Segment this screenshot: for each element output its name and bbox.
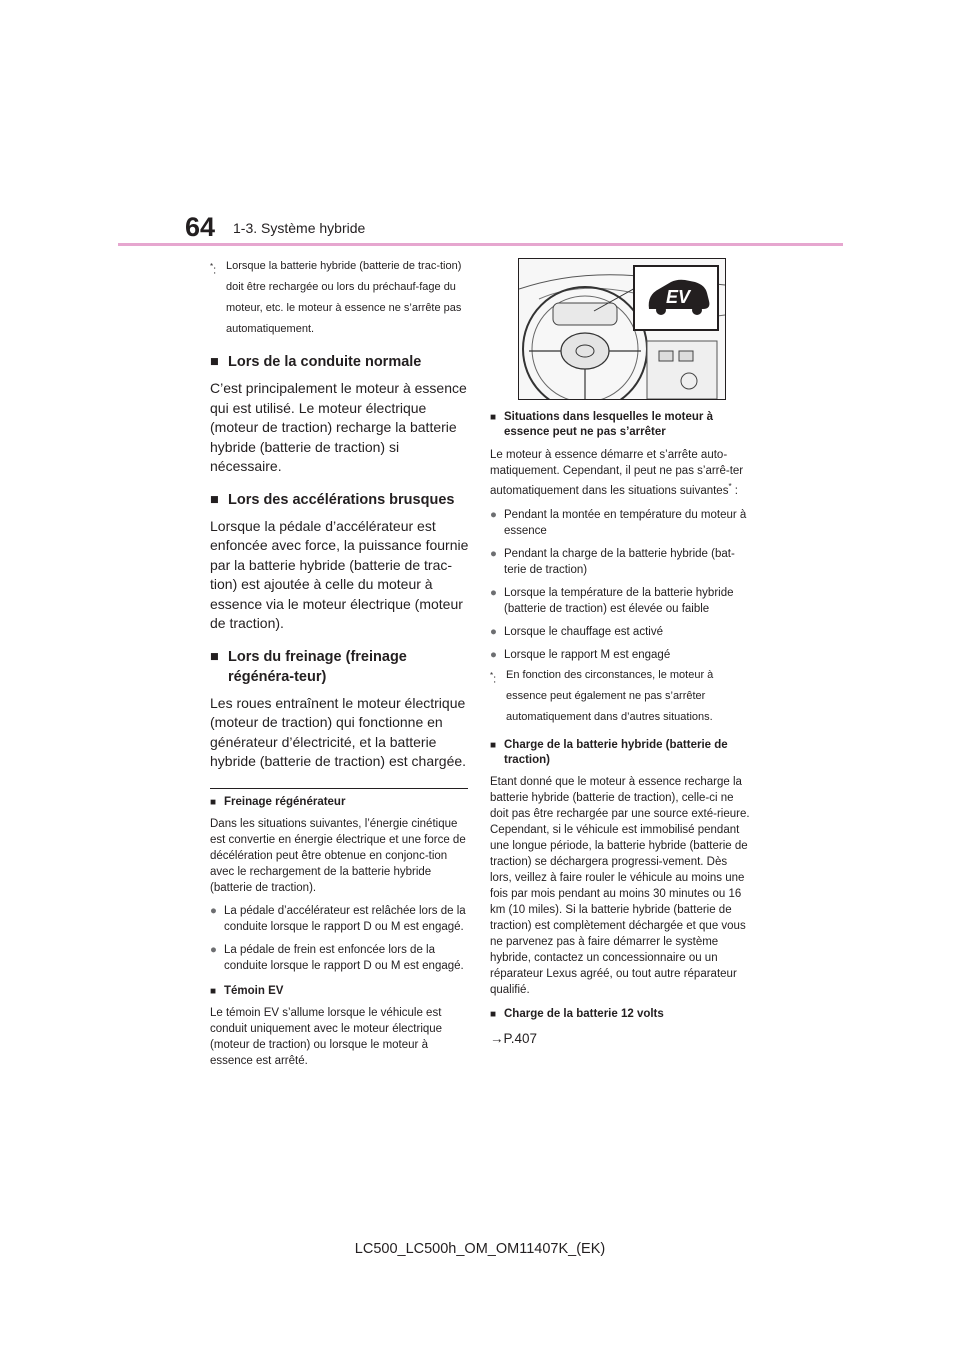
heading-hybrid-battery-charge [490,738,752,768]
bullet-dot-icon: ● [490,648,497,661]
header-rule [118,243,843,246]
list-item: ● Lorsque la température de la batterie hybride (batterie de traction) est élevée ou faible [490,586,734,615]
ev-indicator-label: EV [665,287,691,307]
page-number: 64 [185,212,216,242]
page-reference-link[interactable]: →P.407 [490,1030,538,1046]
engine-not-stopping-text: Le moteur à essence démarre et s’arrête auto-matiquement. Cependant, il peut ne pas s’arrê-ter automatiquement dans les situations suivantes* : [490,449,744,497]
heading-text: Lors du freinage (freinage régénéra-teur) [228,648,407,685]
footnote-auto-stop [210,256,472,340]
heading-text: Freinage régénérateur [224,795,346,808]
bullet-dot-icon: ● [210,904,217,917]
heading-12v-battery-charge [490,1007,752,1022]
section-divider [210,788,468,789]
list-item: ● La pédale d’accélérateur est relâchée lors de la conduite lorsque le rapport D ou M est engagé. [210,904,466,933]
square-bullet-icon: ■ [210,491,219,508]
sudden-acceleration-text: Lorsque la pédale d’accélérateur est enfoncée avec force, la puissance fournie par la batterie hybride (batterie de trac-tion) est ajoutée à celle du moteur à essence via le moteur électrique (moteur de traction). [210,517,469,631]
footnote-text: En fonction des circonstances, le moteur à essence peut également ne pas s’arrêter automatiquement dans d’autres situations. [506,668,714,723]
right-column [490,258,752,1048]
footnote-other-situations [490,665,752,728]
square-bullet-icon: ■ [210,796,217,808]
bullet-dot-icon: ● [490,625,497,638]
heading-braking [210,647,472,687]
footnote-marker: *: [490,670,497,686]
heading-text: Témoin EV [224,984,284,997]
bullet-dot-icon: ● [490,508,497,521]
footnote-marker: *: [210,262,217,277]
bullet-dot-icon: ● [490,586,497,599]
normal-driving-text: C’est principalement le moteur à essence qui est utilisé. Le moteur électrique (moteur de traction) recharge la batterie hybride (batterie de traction) si nécessaire. [210,380,467,474]
braking-text: Les roues entraînent le moteur électrique (moteur de traction) qui fonctionne en générateur d’électricité, et la batterie hybride (batterie de traction) est chargée. [210,694,467,769]
list-item: ● Lorsque le rapport M est engagé [490,648,671,661]
square-bullet-icon: ■ [490,412,497,423]
regenerative-braking-text: Dans les situations suivantes, l’énergie cinétique est convertie en énergie électrique et une force de décélération peut être obtenue en conjonc-tion avec le rechargement de la batterie hybride (batterie de traction). [210,817,466,894]
section-title: 1-3. Système hybride [233,220,366,236]
list-item: ● Pendant la montée en température du moteur à essence [490,508,747,537]
ev-indicator-callout [633,265,719,331]
heading-text: Charge de la batterie 12 volts [504,1007,664,1020]
square-bullet-icon: ■ [210,985,217,997]
heading-sudden-acceleration [210,490,472,510]
square-bullet-icon: ■ [490,739,497,751]
heading-text: Charge de la batterie hybride (batterie de traction) [504,738,728,766]
square-bullet-icon: ■ [210,648,219,665]
bullet-dot-icon: ● [210,943,217,956]
dashboard-illustration [518,258,726,400]
hybrid-battery-charge-text: Etant donné que le moteur à essence recharge la batterie hybride (batterie de traction), celle-ci ne doit pas être rechargée par une source exté-rieure. Cependant, si le véhicule est immobilisé pendant une longue période, la batterie hybride (batterie de traction) se déchargera progressi-vement. Dès lors, veillez à faire rouler le véhicule au moins une fois par mois pendant au moins 30 minutes ou 16 km (10 miles). Si la batterie hybride (batterie de traction) est complètement déchargée et que vous ne parvenez pas à faire démarrer le système hybride, contactez un concessionnaire ou un réparateur Lexus agréé, ou tout autre réparateur qualifié. [490,775,750,996]
heading-ev-indicator [210,984,472,999]
heading-regenerative-braking [210,795,472,810]
square-bullet-icon: ■ [490,1008,497,1020]
ev-indicator-text: Le témoin EV s’allume lorsque le véhicule est conduit uniquement avec le moteur électrique (moteur de traction) ou lorsque le moteur à essence est arrêté. [210,1006,443,1067]
heading-normal-driving [210,352,472,372]
footnote-text: Lorsque la batterie hybride (batterie de trac-tion) doit être rechargée ou lors du préchauf-fage du moteur, etc. le moteur à essence ne s’arrête pas automatiquement. [226,260,462,335]
list-item: ● Lorsque le chauffage est activé [490,625,663,638]
heading-text: Lors de la conduite normale [228,354,422,370]
document-code: LC500_LC500h_OM_OM11407K_(EK) [354,1241,606,1257]
list-item: ● La pédale de frein est enfoncée lors de la conduite lorsque le rapport D ou M est engagé. [210,943,464,972]
square-bullet-icon: ■ [210,354,219,370]
heading-text: Lors des accélérations brusques [228,491,455,508]
ev-car-icon [635,267,717,329]
list-item: ● Pendant la charge de la batterie hybride (bat-terie de traction) [490,547,735,576]
heading-text: Situations dans lesquelles le moteur à essence peut ne pas s’arrêter [504,411,713,438]
bullet-dot-icon: ● [490,547,497,560]
left-column [210,256,472,1069]
heading-engine-not-stopping [490,410,752,440]
